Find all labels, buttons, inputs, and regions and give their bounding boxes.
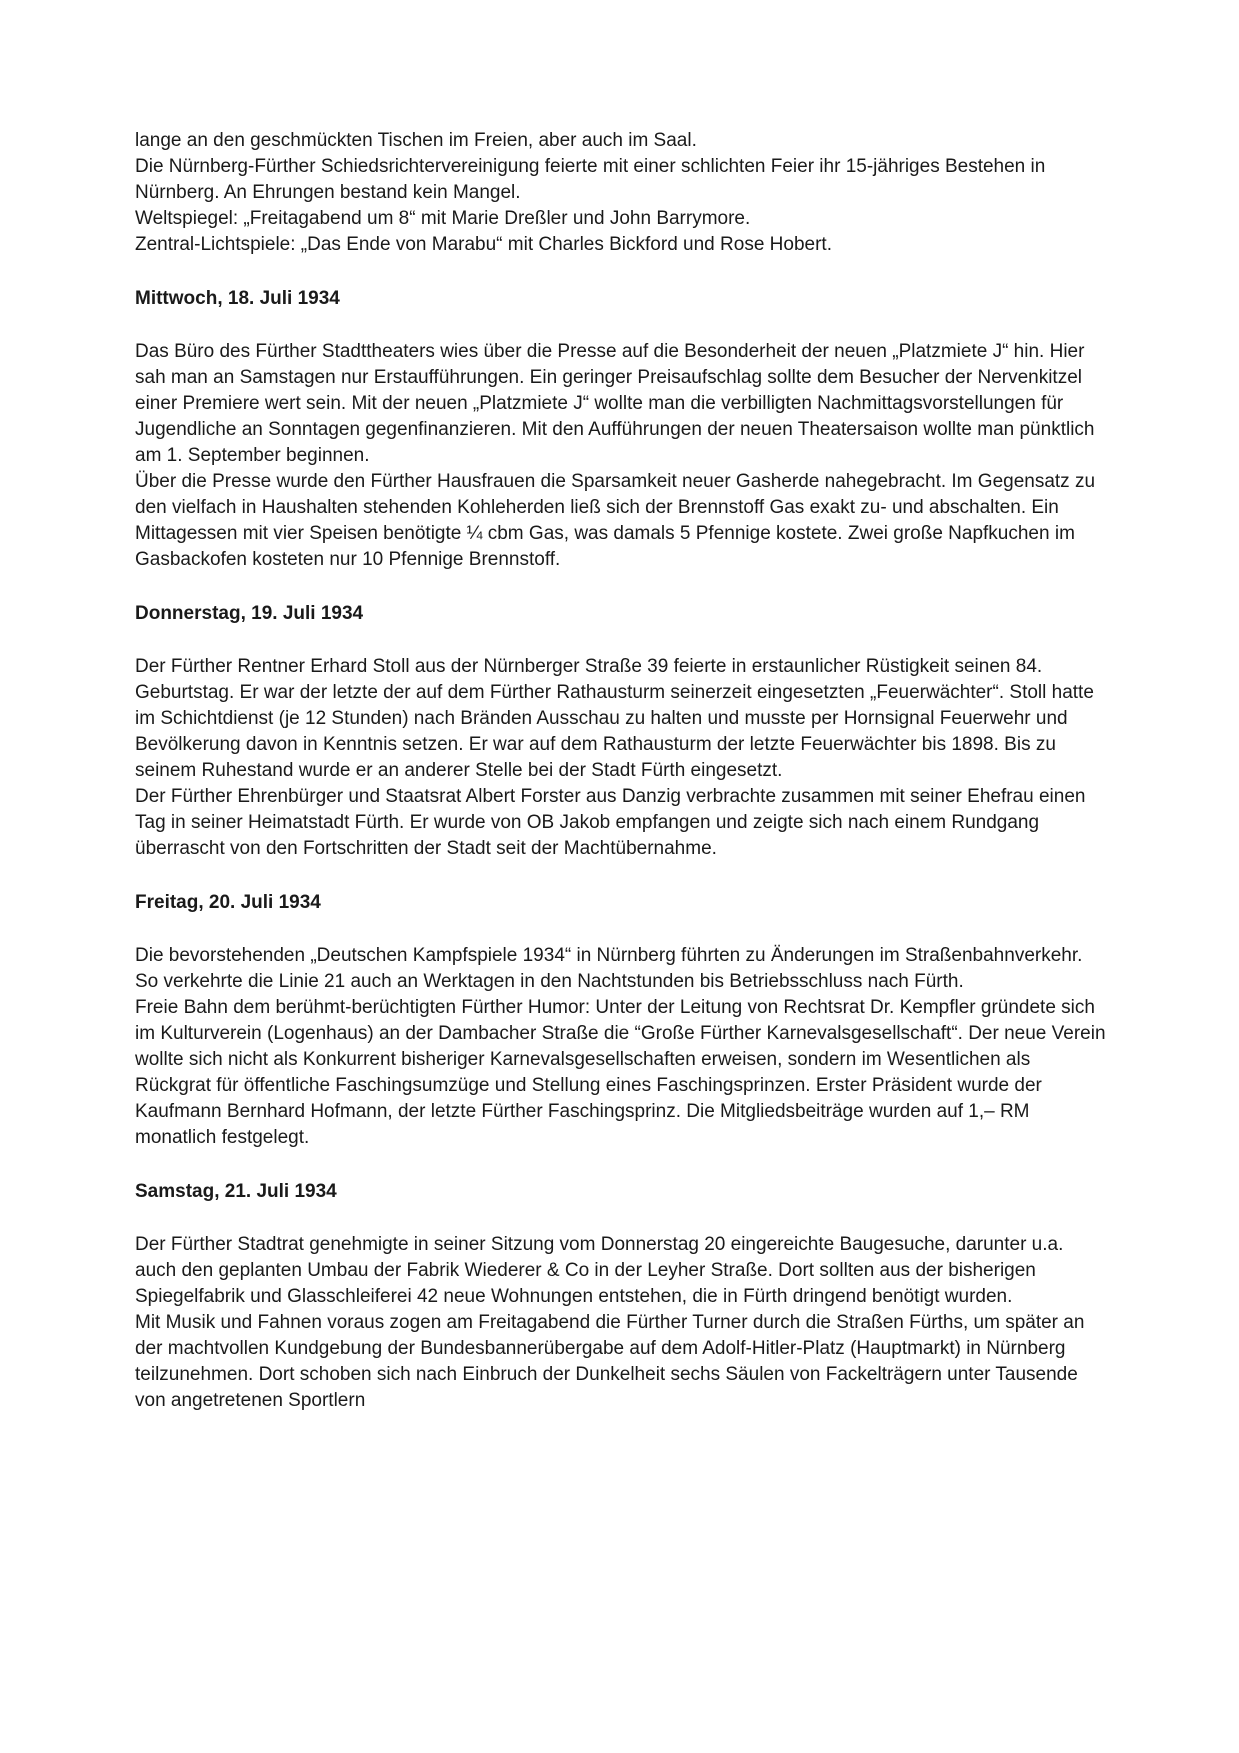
- paragraph: Der Fürther Ehrenbürger und Staatsrat Albert Forster aus Danzig verbrachte zusammen mit seiner Ehefrau einen Tag in seiner Heimatstadt Fürth. Er wurde von OB Jakob empfangen und zeigte sich nach einem Rundgang überrascht von den Fortschritten der Stadt seit der Machtübernahme.: [135, 786, 1086, 859]
- paragraph: Die bevorstehenden „Deutschen Kampfspiele 1934“ in Nürnberg führten zu Änderungen im Straßenbahnverkehr. So verkehrte die Linie 21 auch an Werktagen in den Nachtstunden bis Betriebsschluss nach Fürth.: [135, 945, 1083, 992]
- section-heading: Freitag, 20. Juli 1934: [135, 892, 321, 913]
- paragraph: Der Fürther Stadtrat genehmigte in seiner Sitzung vom Donnerstag 20 eingereichte Baugesuche, darunter u.a. auch den geplanten Umbau der Fabrik Wiederer & Co in der Leyher Straße. Dort sollten aus der bisherigen Spiegelfabrik und Glasschleiferei 42 neue Wohnungen entstehen, die in Fürth dringend benötigt wurden.: [135, 1234, 1064, 1307]
- section-samstag-21-juli: [135, 1179, 1107, 1414]
- paragraph: Zentral-Lichtspiele: „Das Ende von Marabu“ mit Charles Bickford und Rose Hobert.: [135, 234, 832, 255]
- paragraph: lange an den geschmückten Tischen im Freien, aber auch im Saal.: [135, 130, 697, 151]
- paragraph: Freie Bahn dem berühmt-berüchtigten Fürther Humor: Unter der Leitung von Rechtsrat Dr. Kempfler gründete sich im Kulturverein (Logenhaus) an der Dambacher Straße die “Große Fürther Karnevalsgesellschaft“. Der neue Verein wollte sich nicht als Konkurrent bisheriger Karnevalsgesellschaften erweisen, sondern im Wesentlichen als Rückgrat für öffentliche Faschingsumzüge und Stellung eines Faschingsprinzen. Erster Präsident wurde der Kaufmann Bernhard Hofmann, der letzte Fürther Faschingsprinz. Die Mitgliedsbeiträge wurden auf 1,– RM monatlich festgelegt.: [135, 997, 1106, 1148]
- section-intro: [135, 128, 1107, 258]
- paragraph: Die Nürnberg-Fürther Schiedsrichtervereinigung feierte mit einer schlichten Feier ihr 15-jähriges Bestehen in Nürnberg. An Ehrungen bestand kein Mangel.: [135, 156, 1046, 203]
- section-heading: Samstag, 21. Juli 1934: [135, 1181, 337, 1202]
- section-freitag-20-juli: [135, 890, 1107, 1151]
- paragraph: Das Büro des Fürther Stadttheaters wies über die Presse auf die Besonderheit der neuen „Platzmiete J“ hin. Hier sah man an Samstagen nur Erstaufführungen. Ein geringer Preisaufschlag sollte dem Besucher der Nervenkitzel einer Premiere wert sein. Mit der neuen „Platzmiete J“ wollte man die verbilligten Nachmittagsvorstellungen für Jugendliche an Sonntagen gegenfinanzieren. Mit den Aufführungen der neuen Theatersaison wollte man pünktlich am 1. September beginnen.: [135, 341, 1095, 466]
- chronicle-text: [135, 128, 1107, 1414]
- paragraph: Mit Musik und Fahnen voraus zogen am Freitagabend die Fürther Turner durch die Straßen Fürths, um später an der machtvollen Kundgebung der Bundesbannerübergabe auf dem Adolf-Hitler-Platz (Hauptmarkt) in Nürnberg teilzunehmen. Dort schoben sich nach Einbruch der Dunkelheit sechs Säulen von Fackelträgern unter Tausende von angetretenen Sportlern: [135, 1312, 1085, 1411]
- paragraph: Weltspiegel: „Freitagabend um 8“ mit Marie Dreßler und John Barrymore.: [135, 208, 751, 229]
- section-mittwoch-18-juli: [135, 286, 1107, 573]
- section-heading: Donnerstag, 19. Juli 1934: [135, 603, 364, 624]
- paragraph: Der Fürther Rentner Erhard Stoll aus der Nürnberger Straße 39 feierte in erstaunlicher Rüstigkeit seinen 84. Geburtstag. Er war der letzte der auf dem Fürther Rathausturm seinerzeit eingesetzten „Feuerwächter“. Stoll hatte im Schichtdienst (je 12 Stunden) nach Bränden Ausschau zu halten und musste per Hornsignal Feuerwehr und Bevölkerung davon in Kenntnis setzen. Er war auf dem Rathausturm der letzte Feuerwächter bis 1898. Bis zu seinem Ruhestand wurde er an anderer Stelle bei der Stadt Fürth eingesetzt.: [135, 656, 1094, 781]
- section-heading: Mittwoch, 18. Juli 1934: [135, 288, 340, 309]
- section-donnerstag-19-juli: [135, 601, 1107, 862]
- paragraph: Über die Presse wurde den Fürther Hausfrauen die Sparsamkeit neuer Gasherde nahegebracht. Im Gegensatz zu den vielfach in Haushalten stehenden Kohleherden ließ sich der Brennstoff Gas exakt zu- und abschalten. Ein Mittagessen mit vier Speisen benötigte ¼ cbm Gas, was damals 5 Pfennige kostete. Zwei große Napfkuchen im Gasbackofen kosteten nur 10 Pfennige Brennstoff.: [135, 471, 1096, 570]
